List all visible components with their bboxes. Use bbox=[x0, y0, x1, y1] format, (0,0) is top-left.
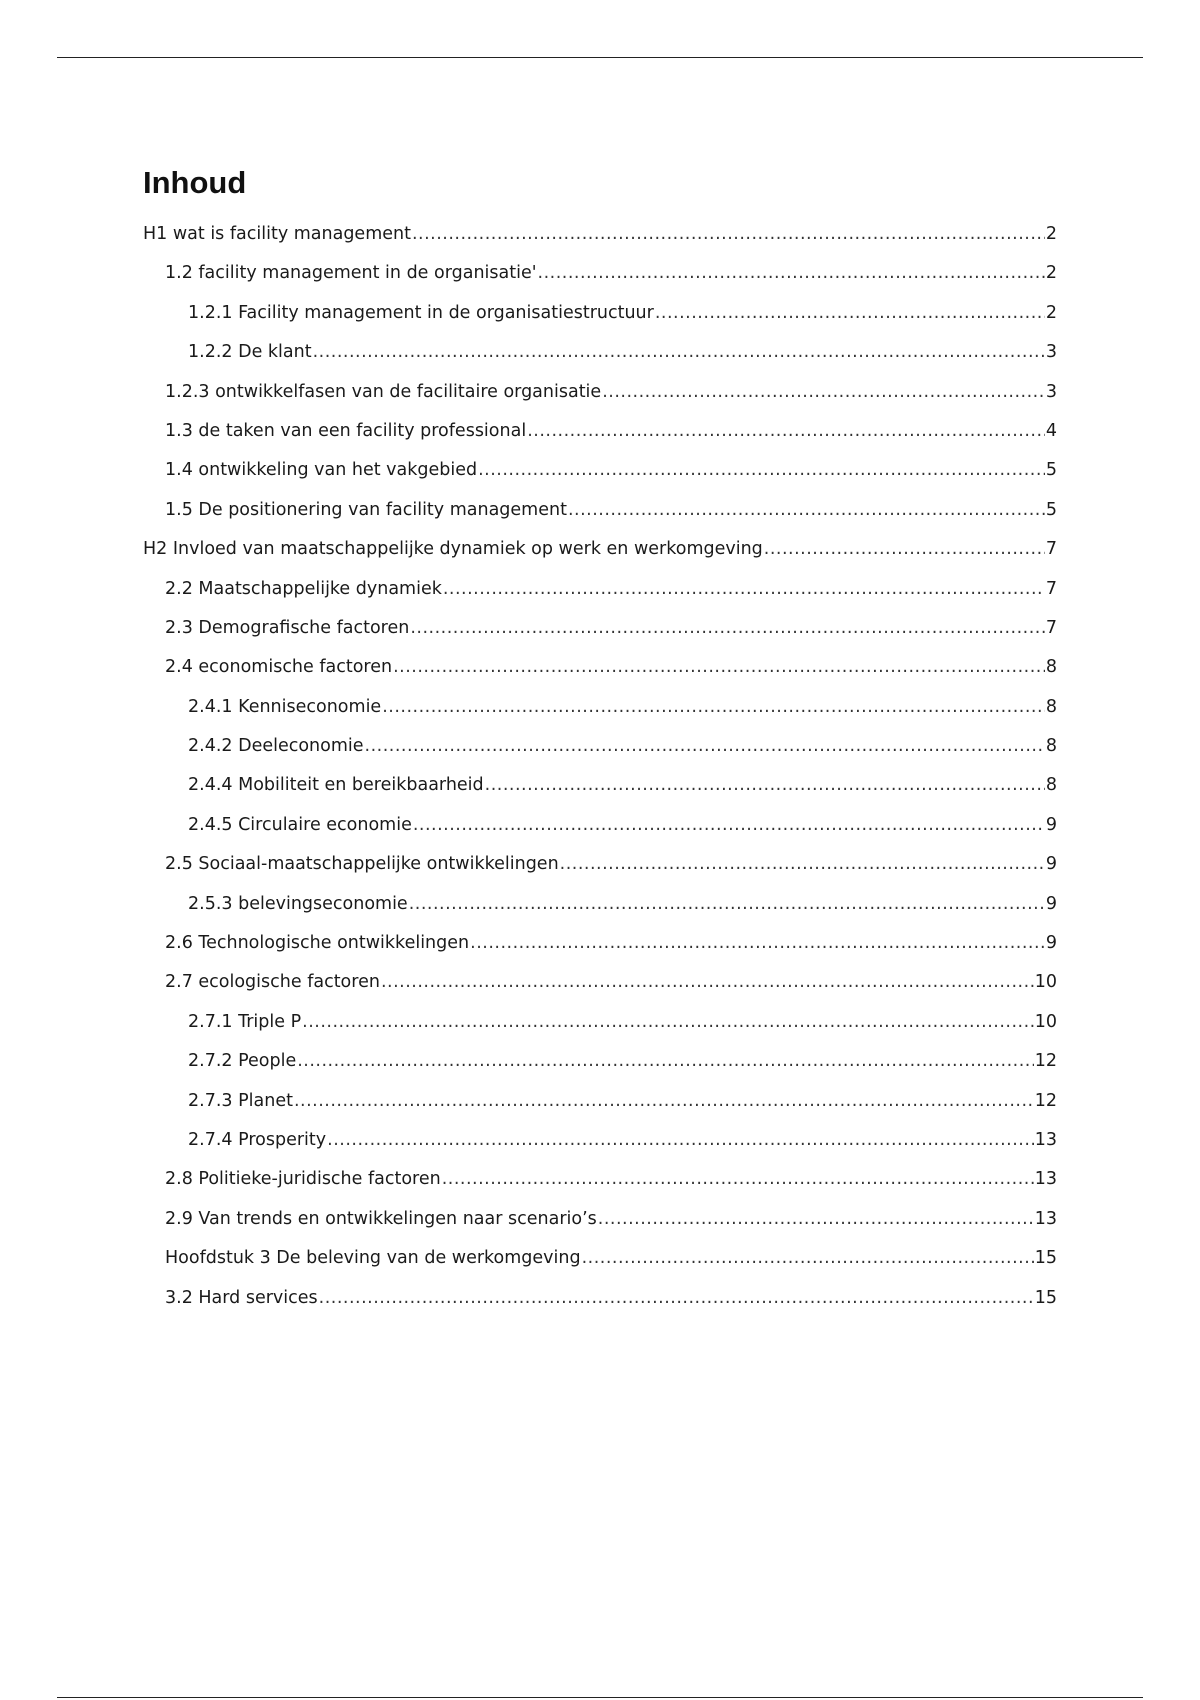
toc-entry[interactable] bbox=[143, 530, 1057, 569]
toc-page-number: 8 bbox=[1045, 775, 1057, 796]
toc-dot-leader bbox=[560, 845, 1045, 884]
toc-page-number: 8 bbox=[1045, 657, 1057, 678]
toc-entry[interactable] bbox=[143, 1279, 1057, 1318]
toc-entry[interactable] bbox=[143, 806, 1057, 845]
toc-dot-leader bbox=[478, 451, 1045, 490]
toc-entry[interactable] bbox=[143, 1121, 1057, 1160]
toc-page-number: 2 bbox=[1045, 263, 1057, 284]
toc-entry-label: 2.7 ecologische factoren bbox=[165, 972, 380, 993]
toc-page-number: 5 bbox=[1045, 499, 1057, 520]
toc-entry[interactable] bbox=[143, 766, 1057, 805]
toc-page-number: 7 bbox=[1045, 617, 1057, 638]
toc-page-number: 9 bbox=[1045, 933, 1057, 954]
toc-entry-label: H2 Invloed van maatschappelijke dynamiek op werk en werkomgeving bbox=[143, 539, 763, 560]
toc-page-number: 9 bbox=[1045, 893, 1057, 914]
toc-entry[interactable] bbox=[143, 1003, 1057, 1042]
toc-entry-label: 1.2.3 ontwikkelfasen van de facilitaire organisatie bbox=[165, 381, 602, 402]
toc-entry[interactable] bbox=[143, 963, 1057, 1002]
toc-dot-leader bbox=[538, 254, 1045, 293]
toc-dot-leader bbox=[412, 215, 1045, 254]
toc-dot-leader bbox=[413, 806, 1045, 845]
toc-entry[interactable] bbox=[143, 294, 1057, 333]
toc-entry-label: 1.5 De positionering van facility management bbox=[165, 499, 567, 520]
toc-entry[interactable] bbox=[143, 1160, 1057, 1199]
toc-entry-label: 2.7.3 Planet bbox=[188, 1090, 293, 1111]
toc-entry[interactable] bbox=[143, 609, 1057, 648]
toc-entry-label: 2.4.2 Deeleconomie bbox=[188, 736, 364, 757]
toc-page-number: 15 bbox=[1034, 1287, 1057, 1308]
toc-entry-label: H1 wat is facility management bbox=[143, 224, 411, 244]
toc-entry[interactable] bbox=[143, 451, 1057, 490]
toc-entry[interactable] bbox=[143, 727, 1057, 766]
toc-entry-label: 2.5 Sociaal-maatschappelijke ontwikkelingen bbox=[165, 854, 559, 875]
toc-dot-leader bbox=[602, 373, 1045, 412]
toc-page-number: 9 bbox=[1045, 854, 1057, 875]
toc-page-number: 5 bbox=[1045, 460, 1057, 481]
toc-dot-leader bbox=[568, 491, 1045, 530]
toc-page-number: 2 bbox=[1045, 302, 1057, 323]
toc-entry-label: 1.3 de taken van een facility professional bbox=[165, 420, 527, 441]
toc-page-number: 15 bbox=[1034, 1248, 1057, 1269]
toc-entry-label: 2.8 Politieke-juridische factoren bbox=[165, 1169, 441, 1190]
toc-dot-leader bbox=[409, 885, 1045, 924]
table-of-contents bbox=[143, 215, 1057, 1318]
header-rule bbox=[57, 57, 1143, 58]
toc-entry[interactable] bbox=[143, 1239, 1057, 1278]
toc-dot-leader bbox=[382, 688, 1045, 727]
toc-entry[interactable] bbox=[143, 924, 1057, 963]
toc-dot-leader bbox=[485, 766, 1045, 805]
toc-entry[interactable] bbox=[143, 1042, 1057, 1081]
toc-dot-leader bbox=[297, 1042, 1033, 1081]
toc-page-number: 13 bbox=[1034, 1129, 1057, 1150]
toc-entry[interactable] bbox=[143, 373, 1057, 412]
toc-entry[interactable] bbox=[143, 491, 1057, 530]
toc-page-number: 3 bbox=[1045, 342, 1057, 363]
toc-dot-leader bbox=[470, 924, 1045, 963]
toc-entry-label: 1.4 ontwikkeling van het vakgebied bbox=[165, 460, 478, 481]
toc-dot-leader bbox=[313, 333, 1045, 372]
toc-entry-label: 2.4.4 Mobiliteit en bereikbaarheid bbox=[188, 775, 484, 796]
toc-dot-leader bbox=[410, 609, 1045, 648]
toc-entry-label: 2.4.1 Kenniseconomie bbox=[188, 696, 382, 717]
toc-dot-leader bbox=[365, 727, 1045, 766]
toc-entry-label: 1.2.2 De klant bbox=[188, 342, 312, 363]
toc-page-number: 3 bbox=[1045, 381, 1057, 402]
toc-dot-leader bbox=[582, 1239, 1034, 1278]
toc-entry[interactable] bbox=[143, 648, 1057, 687]
toc-dot-leader bbox=[393, 648, 1045, 687]
toc-entry[interactable] bbox=[143, 215, 1057, 254]
toc-dot-leader bbox=[655, 294, 1045, 333]
footer-rule bbox=[57, 1697, 1143, 1698]
toc-entry[interactable] bbox=[143, 1200, 1057, 1239]
toc-page-number: 7 bbox=[1045, 578, 1057, 599]
toc-entry-label: 2.5.3 belevingseconomie bbox=[188, 893, 408, 914]
toc-entry[interactable] bbox=[143, 333, 1057, 372]
toc-entry-label: 2.4.5 Circulaire economie bbox=[188, 814, 412, 835]
toc-dot-leader bbox=[381, 963, 1034, 1002]
toc-entry-label: 2.6 Technologische ontwikkelingen bbox=[165, 933, 470, 954]
toc-dot-leader bbox=[527, 412, 1045, 451]
toc-entry-label: 2.7.2 People bbox=[188, 1051, 297, 1072]
toc-page-number: 7 bbox=[1045, 539, 1057, 560]
toc-entry[interactable] bbox=[143, 845, 1057, 884]
toc-page-number: 9 bbox=[1045, 814, 1057, 835]
page-title: Inhoud bbox=[143, 165, 247, 200]
toc-page-number: 13 bbox=[1034, 1208, 1057, 1229]
toc-page-number: 8 bbox=[1045, 736, 1057, 757]
toc-entry-label: 1.2.1 Facility management in de organisatiestructuur bbox=[188, 302, 654, 323]
toc-page-number: 2 bbox=[1045, 224, 1057, 244]
toc-page-number: 12 bbox=[1034, 1051, 1057, 1072]
toc-page-number: 4 bbox=[1045, 420, 1057, 441]
toc-dot-leader bbox=[442, 1160, 1034, 1199]
toc-entry-label: Hoofdstuk 3 De beleving van de werkomgeving bbox=[165, 1248, 581, 1269]
toc-dot-leader bbox=[598, 1200, 1034, 1239]
toc-entry[interactable] bbox=[143, 1082, 1057, 1121]
toc-entry[interactable] bbox=[143, 885, 1057, 924]
toc-entry[interactable] bbox=[143, 570, 1057, 609]
toc-entry[interactable] bbox=[143, 688, 1057, 727]
toc-page-number: 8 bbox=[1045, 696, 1057, 717]
toc-page-number: 13 bbox=[1034, 1169, 1057, 1190]
toc-page-number: 10 bbox=[1034, 1011, 1057, 1032]
toc-entry-label: 1.2 facility management in de organisatie' bbox=[165, 263, 537, 284]
toc-entry-label: 2.3 Demografische factoren bbox=[165, 617, 410, 638]
toc-dot-leader bbox=[443, 570, 1045, 609]
toc-entry-label: 2.7.4 Prosperity bbox=[188, 1129, 327, 1150]
toc-entry[interactable] bbox=[143, 412, 1057, 451]
toc-page-number: 10 bbox=[1034, 972, 1057, 993]
toc-entry-label: 2.2 Maatschappelijke dynamiek bbox=[165, 578, 442, 599]
toc-page-number: 12 bbox=[1034, 1090, 1057, 1111]
toc-dot-leader bbox=[327, 1121, 1034, 1160]
toc-entry[interactable] bbox=[143, 254, 1057, 293]
toc-entry-label: 2.7.1 Triple P bbox=[188, 1011, 302, 1032]
toc-dot-leader bbox=[764, 530, 1045, 569]
toc-entry-label: 3.2 Hard services bbox=[165, 1287, 318, 1308]
toc-entry-label: 2.9 Van trends en ontwikkelingen naar scenario’s bbox=[165, 1208, 597, 1229]
toc-dot-leader bbox=[319, 1279, 1034, 1318]
toc-dot-leader bbox=[302, 1003, 1034, 1042]
toc-entry-label: 2.4 economische factoren bbox=[165, 657, 393, 678]
toc-dot-leader bbox=[294, 1082, 1034, 1121]
